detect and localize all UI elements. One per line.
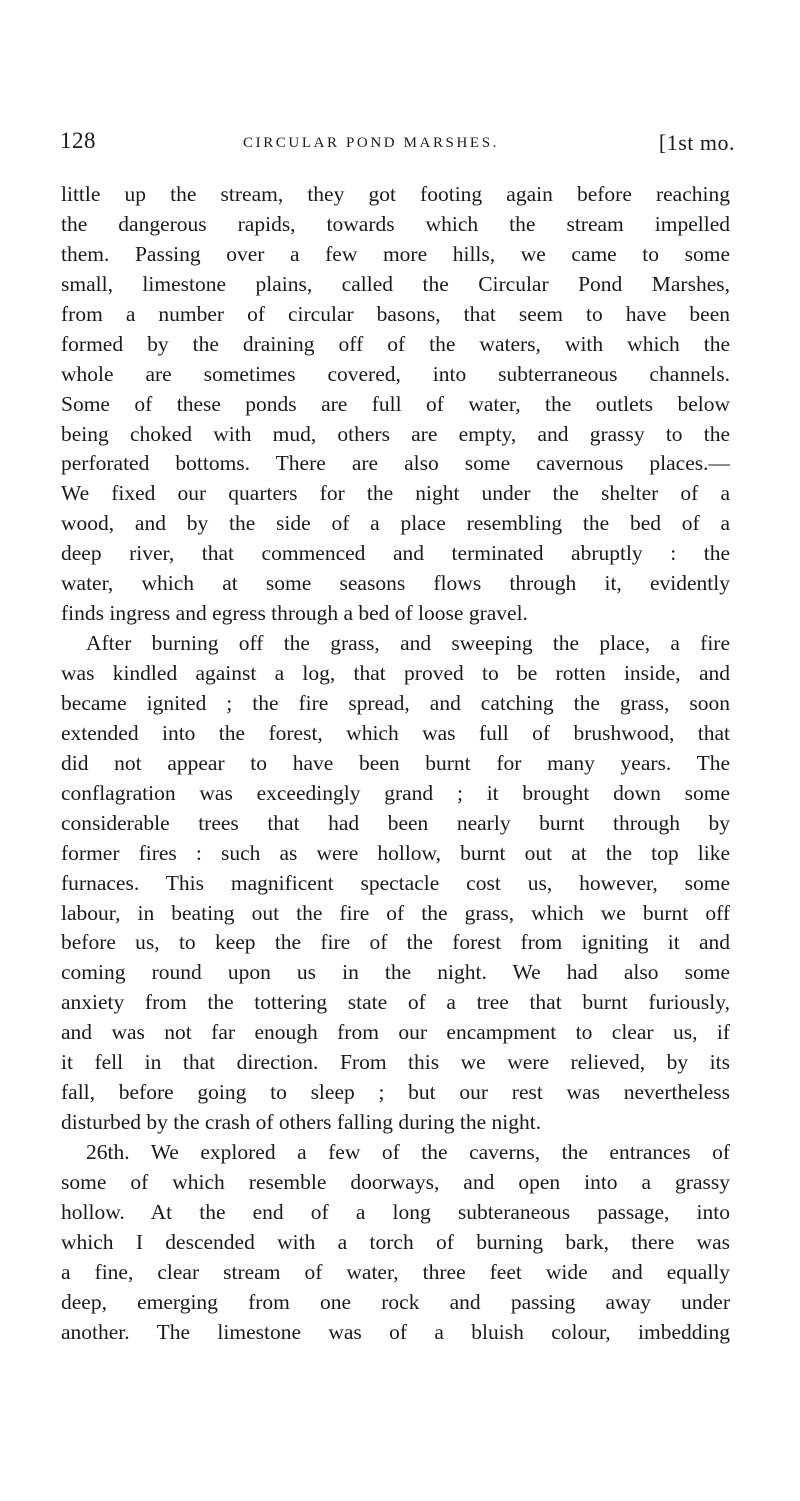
text-line: fall, before going to sleep ; but our rest was nevertheless	[61, 1080, 730, 1105]
text-line: After burning off the grass, and sweeping the place, a fire	[86, 631, 730, 656]
text-line: them. Passing over a few more hills, we came to some	[61, 241, 730, 266]
text-line: coming round upon us in the night. We had also some	[61, 960, 730, 985]
text-line: deep, emerging from one rock and passing away under	[61, 1289, 730, 1314]
text-line: another. The limestone was of a bluish colour, imbedding	[61, 1319, 730, 1344]
text-line: perforated bottoms. There are also some cavernous places.—	[61, 451, 730, 476]
text-line: anxiety from the tottering state of a tree that burnt furiously,	[61, 990, 730, 1015]
text-line: disturbed by the crash of others falling during the night.	[61, 1110, 542, 1135]
running-title: CIRCULAR POND MARSHES.	[243, 135, 499, 151]
text-line: which I descended with a torch of burning bark, there was	[61, 1229, 730, 1254]
text-line: a fine, clear stream of water, three feet wide and equally	[61, 1259, 730, 1284]
date-marker: [1st mo.	[658, 130, 735, 155]
text-line: conflagration was exceedingly grand ; it brought down some	[61, 780, 730, 805]
text-line: furnaces. This magnificent spectacle cost us, however, some	[61, 870, 730, 895]
text-line: became ignited ; the fire spread, and catching the grass, soon	[61, 690, 730, 715]
text-line: formed by the draining off of the waters, with which the	[61, 331, 730, 356]
text-line: Some of these ponds are full of water, the outlets below	[61, 391, 730, 416]
text-line: 26th. We explored a few of the caverns, the entrances of	[86, 1140, 730, 1164]
text-line: it fell in that direction. From this we were relieved, by its	[61, 1050, 730, 1075]
text-line: did not appear to have been burnt for many years. The	[61, 750, 730, 775]
text-line: little up the stream, they got footing again before reaching	[61, 182, 730, 206]
text-line: was kindled against a log, that proved to be rotten inside, and	[61, 661, 730, 685]
text-line: wood, and by the side of a place resembling the bed of a	[61, 511, 730, 536]
text-line: the dangerous rapids, towards which the stream impelled	[61, 211, 730, 236]
body-text	[61, 180, 730, 1348]
text-line: former fires : such as were hollow, burnt out at the top like	[61, 840, 730, 865]
text-line: hollow. At the end of a long subteraneous passage, into	[61, 1199, 730, 1224]
text-line: finds ingress and egress through a bed of loose gravel.	[61, 601, 528, 626]
text-line: before us, to keep the fire of the forest from igniting it and	[61, 930, 730, 955]
text-line: and was not far enough from our encampment to clear us, if	[61, 1020, 730, 1045]
text-line: being choked with mud, others are empty, and grassy to the	[61, 421, 730, 446]
text-line: from a number of circular basons, that seem to have been	[61, 301, 730, 326]
text-line: small, limestone plains, called the Circular Pond Marshes,	[61, 271, 730, 296]
running-head	[60, 128, 735, 168]
text-line: considerable trees that had been nearly burnt through by	[61, 810, 730, 835]
text-line: deep river, that commenced and terminated abruptly : the	[61, 541, 730, 566]
text-line: We fixed our quarters for the night under the shelter of a	[61, 481, 730, 506]
text-line: labour, in beating out the fire of the grass, which we burnt off	[61, 900, 730, 925]
page-number: 128	[60, 128, 96, 153]
text-line: extended into the forest, which was full of brushwood, that	[61, 720, 730, 745]
text-line: water, which at some seasons flows through it, evidently	[61, 571, 730, 596]
text-line: whole are sometimes covered, into subterraneous channels.	[61, 361, 730, 386]
text-line: some of which resemble doorways, and open into a grassy	[61, 1169, 730, 1194]
